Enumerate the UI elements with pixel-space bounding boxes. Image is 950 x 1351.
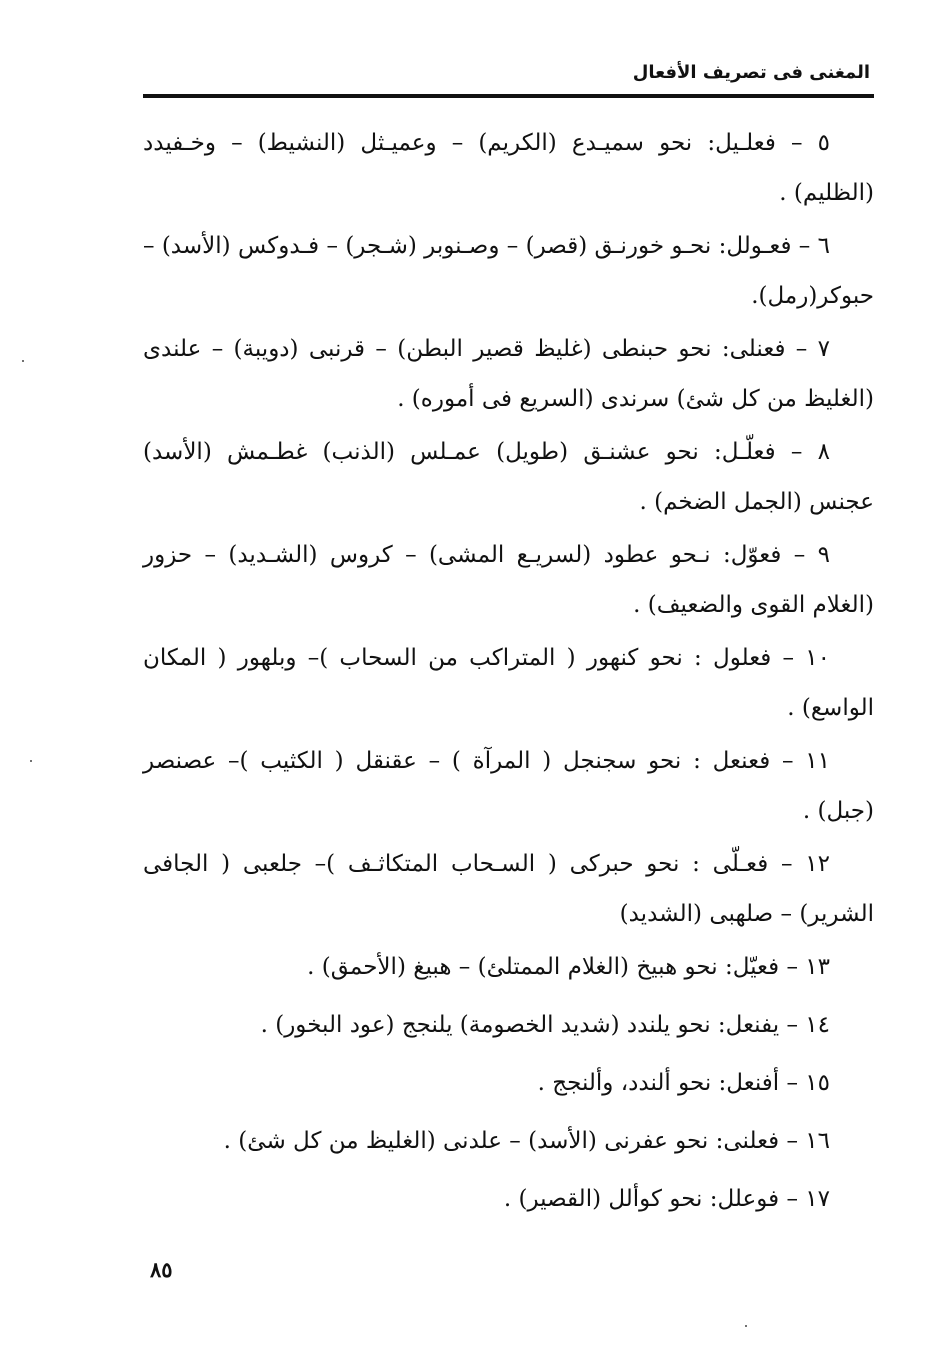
entry-5: ٥ – فعلـيل: نحو سميـدع (الكريم) – وعميـثل (النشيط) – وخـفيدد (الظليم) .	[143, 130, 874, 206]
entry-16: ١٦ – فعلنى: نحو عفرنى (الأسد) – علدنى (الغليظ من كل شئ) .	[223, 1128, 830, 1154]
entry-8: ٨ – فعلّـل: نحو عشنـق (طويل) عمـلس (الذنب) غطـمش (الأسد) عجنس (الجمل الضخم) .	[143, 439, 874, 515]
page-number: ٨٥	[150, 1257, 173, 1282]
entry-6: ٦ – فعـولل: نحـو خورنـق (قصر) – وصـنوبر (شـجر) – فـدوكس (الأسد) – حبوكر(رمل).	[143, 233, 874, 309]
entry-17: ١٧ – فوعلل: نحو كوألل (القصير) .	[503, 1186, 830, 1212]
scan-speck	[22, 360, 24, 362]
entry-10: ١٠ – فعلول : نحو كنهور ( المتراكب من السحاب )– وبلهور ( المكان الواسع) .	[143, 645, 874, 721]
entry-14: ١٤ – يفنعل: نحو يلندد (شديد الخصومة) يلنجج (عود البخور) .	[260, 1012, 830, 1038]
scan-speck	[30, 760, 32, 762]
page-body	[143, 118, 874, 1232]
entry-15: ١٥ – أفنعل: نحو ألندد، وألنجج .	[537, 1070, 830, 1096]
scan-speck	[745, 1325, 747, 1327]
entry-7: ٧ – فعنلى: نحو حبنطى (غليظ قصير البطن) – قرنبى (دويبة) – علندى (الغليظ من كل شئ) سرندى (السريع فى أموره) .	[143, 336, 874, 412]
running-header-title: المغنى فى تصريف الأفعال	[632, 62, 870, 83]
entry-9: ٩ – فعوّل: نـحو عطود (لسريـع المشى) – كروس (الشـديد) – حزور (الغلام القوى والضعيف) .	[143, 542, 874, 618]
header-rule	[143, 94, 874, 98]
entry-12: ١٢ – فعـلّى : نحو حبركى ( السـحاب المتكاثـف )– جلعبى ( الجافى الشرير) – صلهبى (الشديد)	[143, 851, 874, 927]
entry-11: ١١ – فعنعل : نحو سجنجل ( المرآة ) – عقنقل ( الكثيب )– عصنصر (جبل) .	[143, 748, 874, 824]
entry-13: ١٣ – فعيّل: نحو هبيخ (الغلام الممتلئ) – هبيغ (الأحمق) .	[307, 954, 830, 980]
